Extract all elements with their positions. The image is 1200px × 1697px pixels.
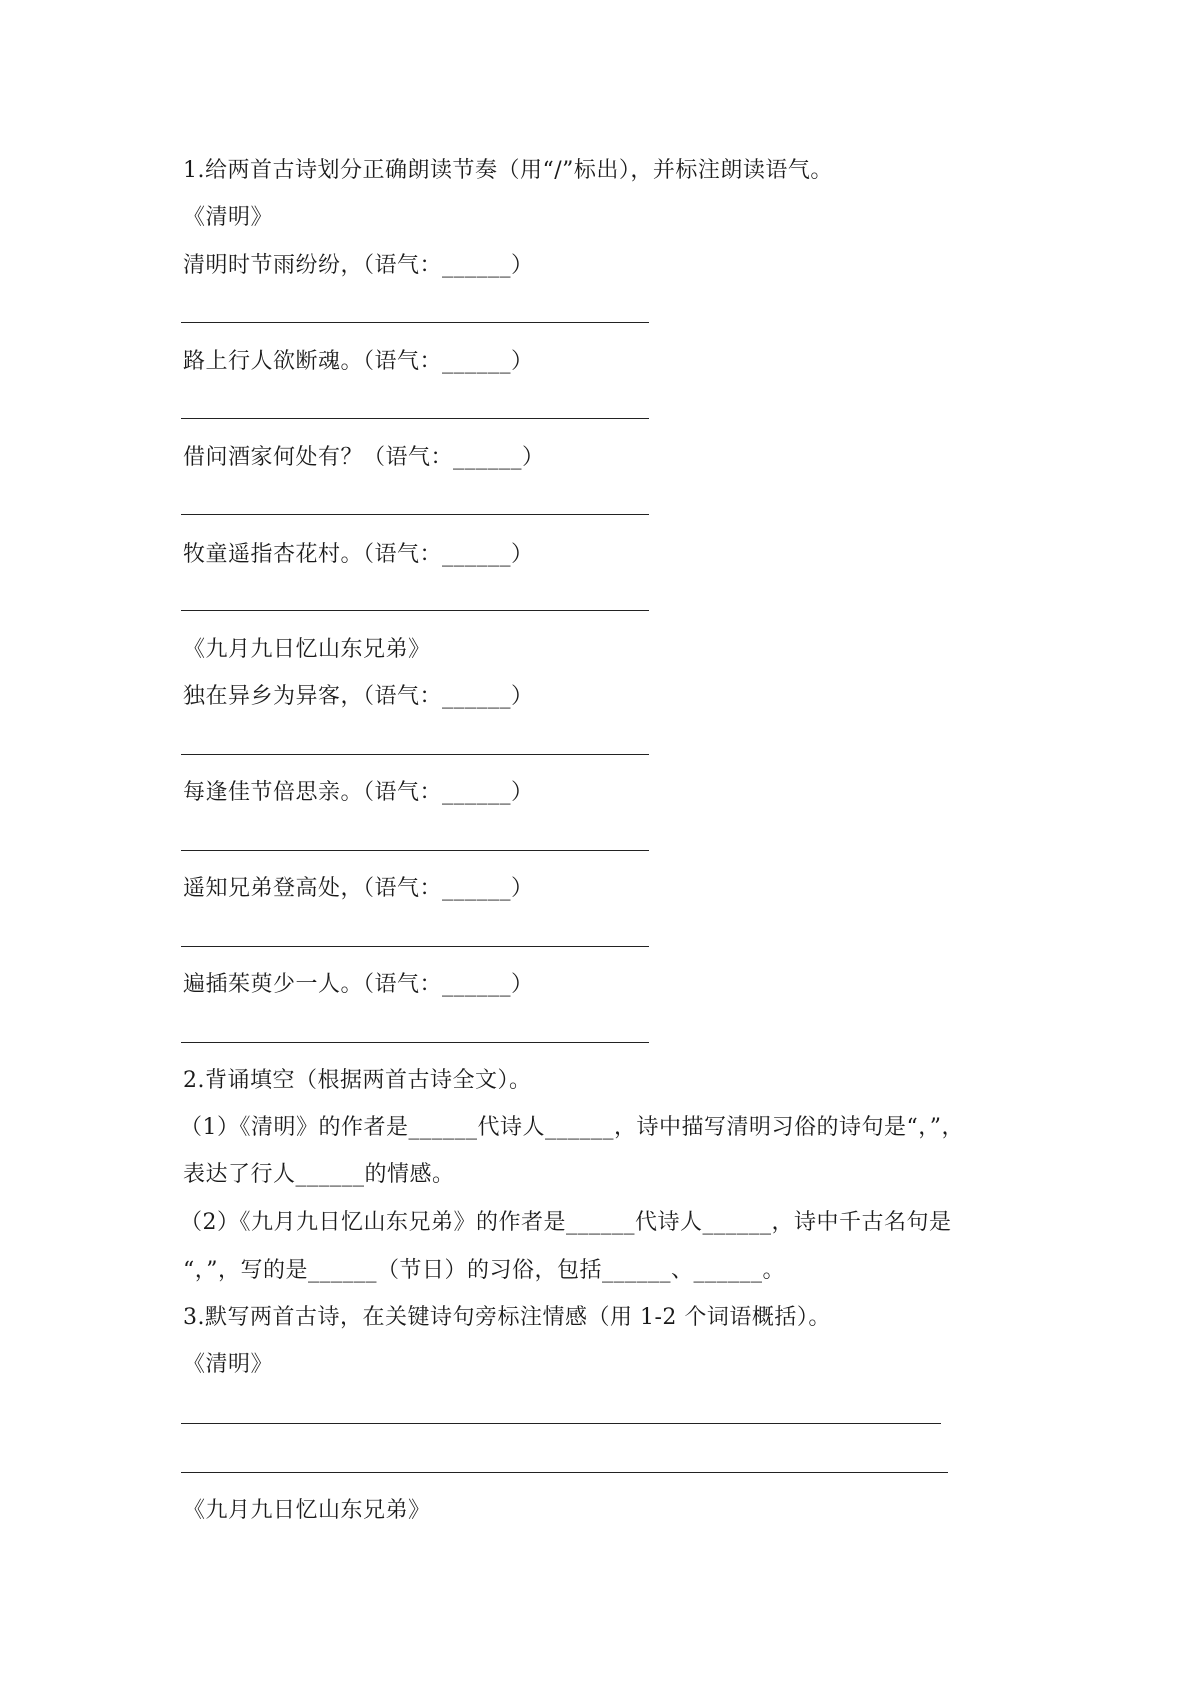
answer-rule	[181, 1042, 649, 1043]
poem2-line-1: 独在异乡为异客，（语气：______）	[183, 684, 534, 709]
poem2-title: 《九月九日忆山东兄弟》	[183, 637, 431, 662]
q3-instruction: 3.默写两首古诗，在关键诗句旁标注情感（用 1-2 个词语概括）。	[183, 1305, 831, 1330]
poem1-line-2: 路上行人欲断魂。（语气：______）	[183, 349, 534, 374]
q2-item1-line1: （1）《清明》的作者是______代诗人______，诗中描写清明习俗的诗句是“，”，	[180, 1115, 964, 1140]
poem2-line-3: 遥知兄弟登高处，（语气：______）	[183, 876, 534, 901]
answer-rule	[181, 418, 649, 419]
q2-item1-line2: 表达了行人______的情感。	[183, 1162, 455, 1187]
answer-rule	[181, 1472, 948, 1473]
poem1-line-1: 清明时节雨纷纷，（语气：______）	[183, 253, 534, 278]
q1-instruction: 1.给两首古诗划分正确朗读节奏（用“/”标出），并标注朗读语气。	[183, 158, 833, 183]
poem2-line-2: 每逢佳节倍思亲。（语气：______）	[183, 780, 534, 805]
q3-poem1-title: 《清明》	[183, 1352, 274, 1377]
answer-rule	[181, 754, 649, 755]
answer-rule	[181, 946, 649, 947]
poem1-title: 《清明》	[183, 205, 274, 230]
answer-rule	[181, 322, 649, 323]
answer-rule	[181, 514, 649, 515]
q2-item2-line2: “，”，写的是______（节日）的习俗，包括______、______。	[183, 1258, 785, 1283]
poem2-line-4: 遍插茱萸少一人。（语气：______）	[183, 972, 534, 997]
poem1-line-3: 借问酒家何处有？（语气：______）	[183, 445, 545, 470]
q2-instruction: 2.背诵填空（根据两首古诗全文）。	[183, 1068, 532, 1093]
answer-rule	[181, 850, 649, 851]
answer-rule	[181, 1423, 941, 1424]
q3-poem2-title: 《九月九日忆山东兄弟》	[183, 1498, 431, 1523]
q2-item2-line1: （2）《九月九日忆山东兄弟》的作者是______代诗人______，诗中千古名句是	[180, 1210, 952, 1235]
answer-rule	[181, 610, 649, 611]
poem1-line-4: 牧童遥指杏花村。（语气：______）	[183, 542, 534, 567]
